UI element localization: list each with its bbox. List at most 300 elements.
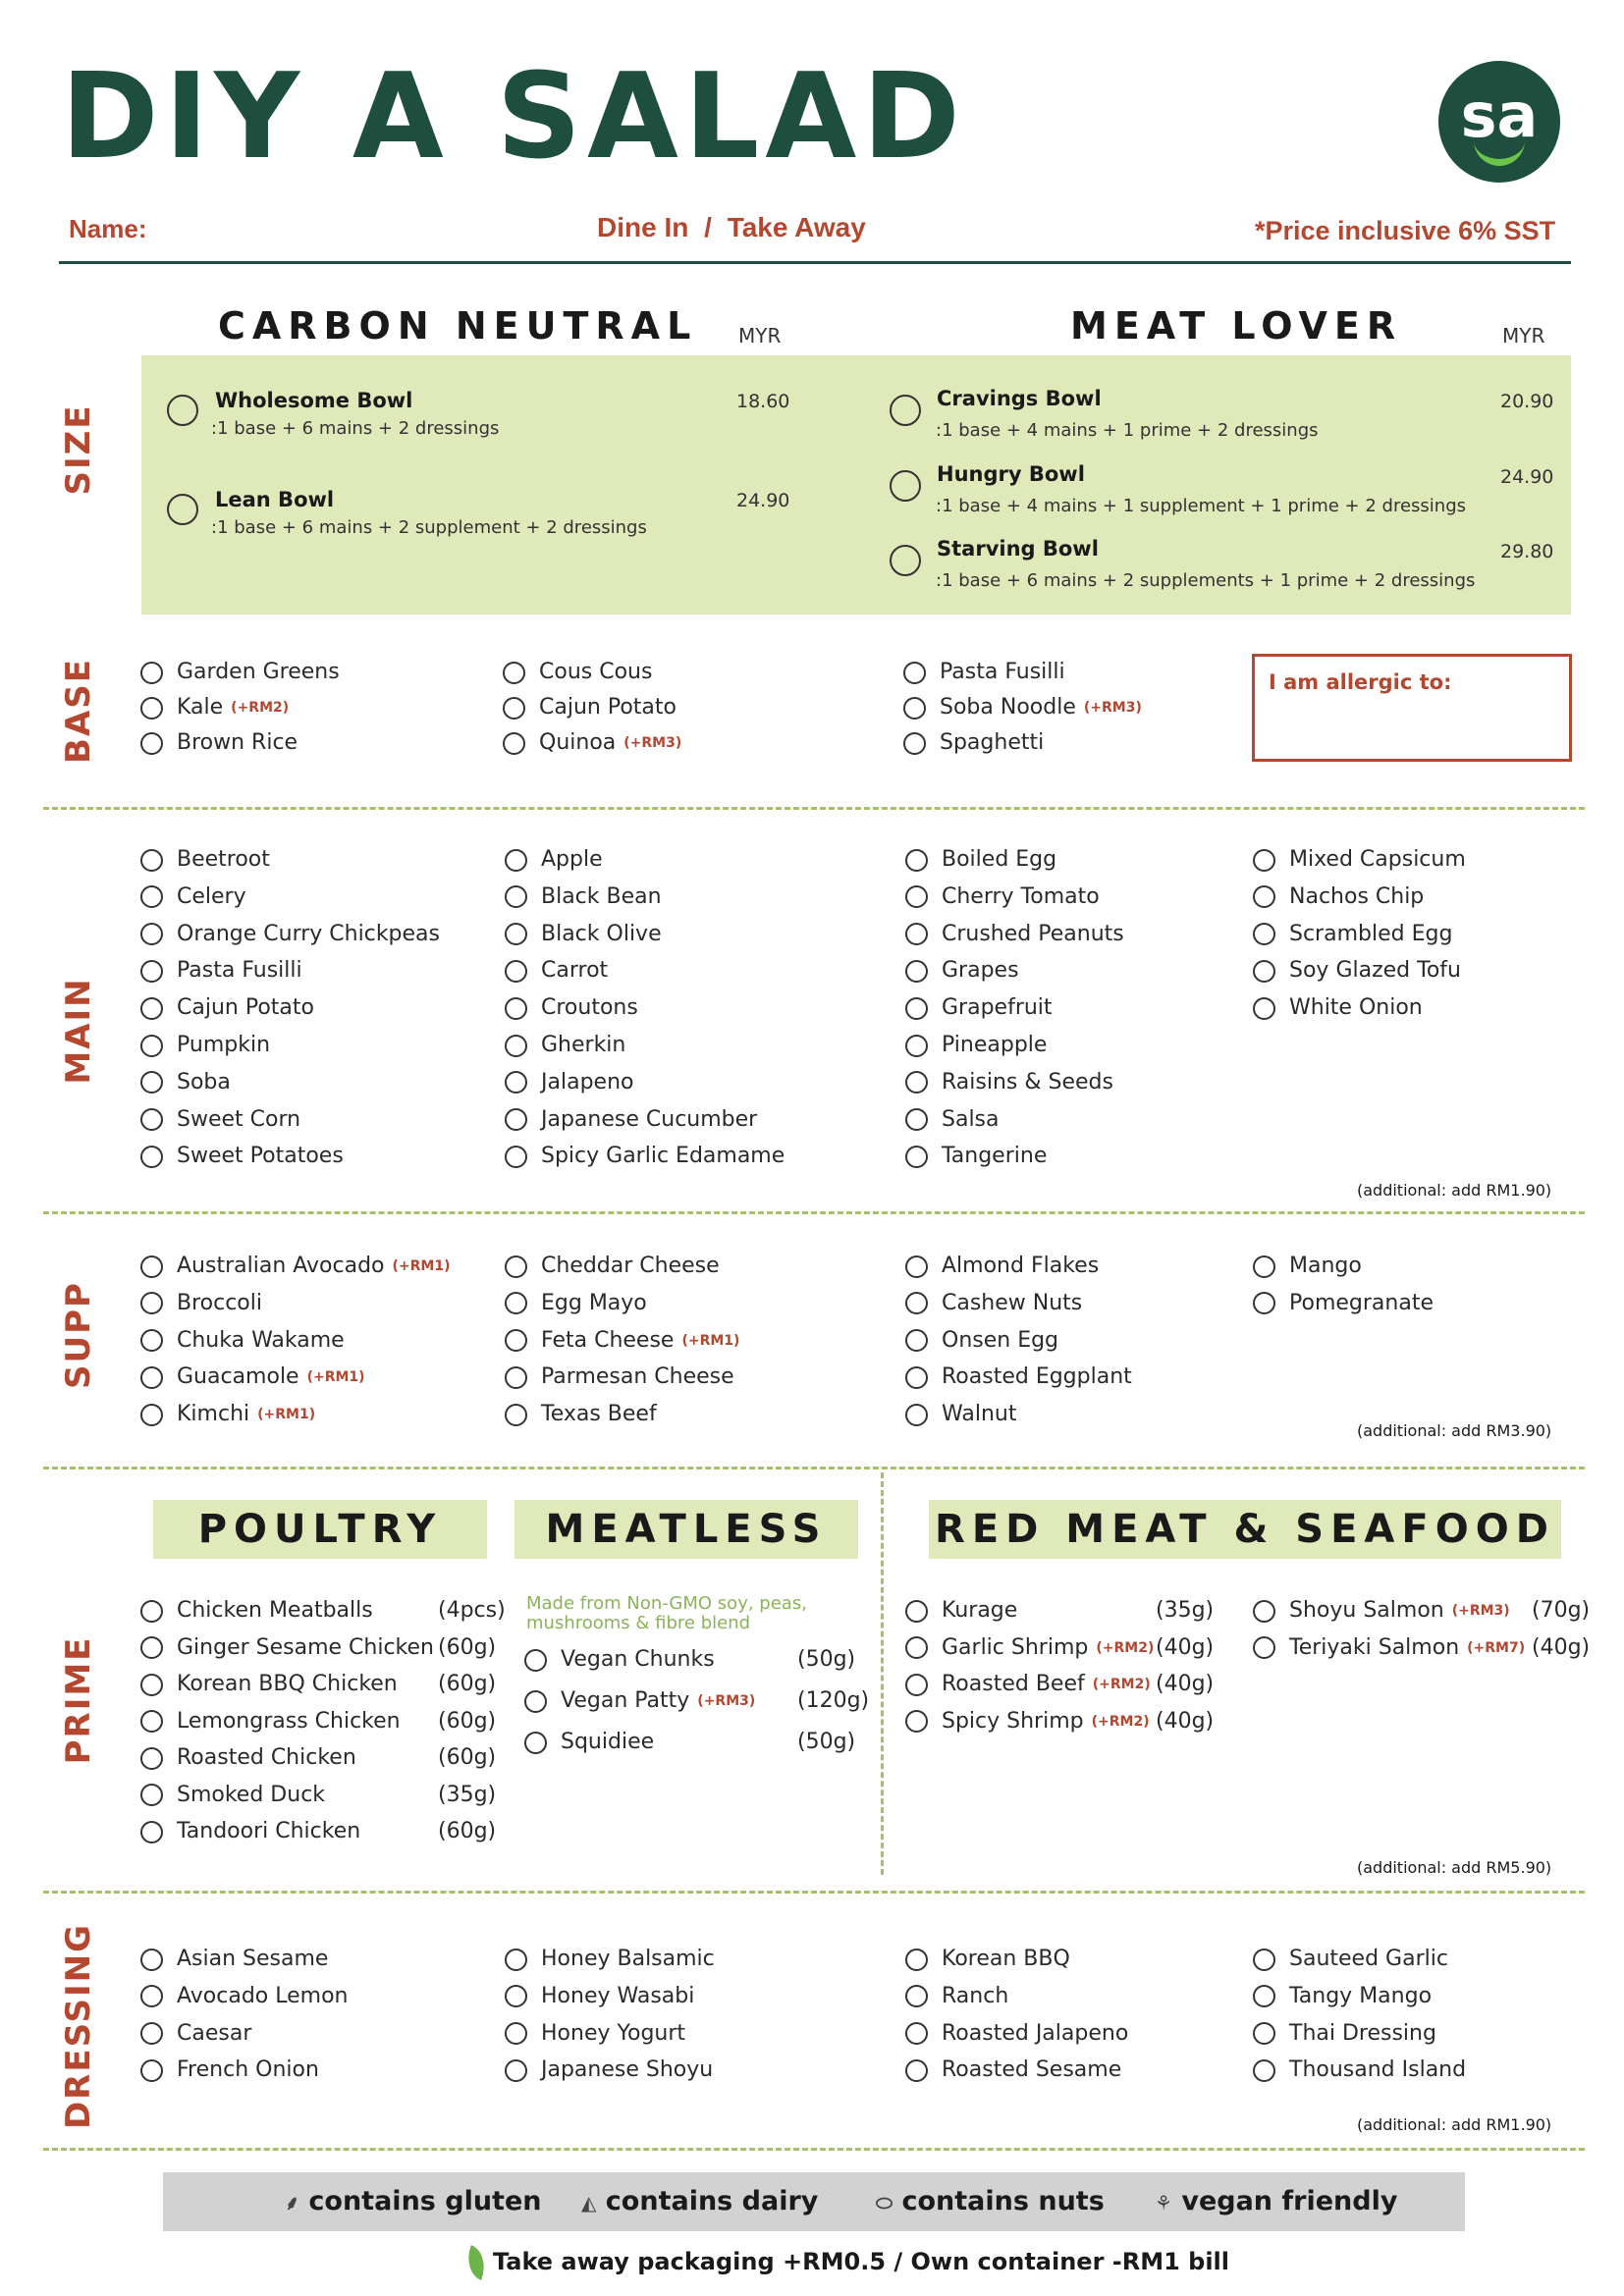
- radio-button[interactable]: [140, 1674, 163, 1696]
- option-row[interactable]: [905, 1328, 1058, 1354]
- radio-button[interactable]: [903, 662, 926, 684]
- option-row[interactable]: [905, 2021, 1128, 2047]
- option-label: Chuka Wakame: [177, 1327, 345, 1353]
- radio-button[interactable]: [903, 697, 926, 720]
- option-label: Apple: [541, 847, 603, 872]
- radio-button[interactable]: [140, 2022, 163, 2045]
- radio-button[interactable]: [140, 849, 163, 872]
- bowl-description: :1 base + 6 mains + 2 supplement + 2 dressings: [211, 517, 647, 538]
- option-row[interactable]: [140, 884, 246, 910]
- radio-button[interactable]: [903, 732, 926, 755]
- size-side-label: SIZE: [59, 403, 98, 496]
- legend-vegan-label: vegan friendly: [1181, 2186, 1398, 2216]
- option-row[interactable]: [140, 1107, 300, 1133]
- nut-icon: ⬭: [876, 2190, 893, 2215]
- radio-button[interactable]: [505, 1108, 527, 1131]
- option-row[interactable]: [140, 1819, 360, 1844]
- legend-nuts: [870, 2186, 1105, 2216]
- option-weight: (4pcs): [438, 1598, 506, 1623]
- option-row[interactable]: [903, 730, 1044, 756]
- option-row[interactable]: [505, 1254, 720, 1279]
- cheese-icon: ◭: [581, 2190, 597, 2215]
- radio-button[interactable]: [905, 1710, 928, 1733]
- option-row[interactable]: [1253, 922, 1452, 947]
- option-label: Boiled Egg: [942, 847, 1057, 872]
- radio-button[interactable]: [905, 1329, 928, 1352]
- option-row[interactable]: [905, 1709, 1150, 1735]
- radio-button[interactable]: [140, 997, 163, 1020]
- radio-button[interactable]: [1253, 1985, 1275, 2007]
- main-note: (additional: add RM1.90): [1357, 1181, 1552, 1200]
- option-row[interactable]: [1253, 847, 1466, 873]
- option-row[interactable]: [505, 1107, 757, 1133]
- option-weight: (50g): [797, 1647, 856, 1672]
- option-weight: (60g): [438, 1819, 497, 1843]
- radio-button[interactable]: [140, 1636, 163, 1659]
- radio-button[interactable]: [905, 960, 928, 983]
- option-label: Tandoori Chicken: [177, 1819, 361, 1843]
- option-row[interactable]: [140, 1984, 348, 2009]
- radio-button[interactable]: [140, 1071, 163, 1094]
- option-weight: (60g): [438, 1708, 497, 1734]
- radio-button[interactable]: [140, 732, 163, 755]
- radio-button[interactable]: [905, 1674, 928, 1696]
- dine-in-option[interactable]: Dine In: [597, 212, 689, 242]
- option-label: Japanese Shoyu: [541, 2057, 714, 2083]
- option-row[interactable]: [140, 1745, 356, 1771]
- radio-button[interactable]: [905, 1600, 928, 1623]
- option-row[interactable]: [140, 1254, 450, 1279]
- option-row[interactable]: [505, 2057, 713, 2083]
- option-label: Pasta Fusilli: [940, 660, 1065, 684]
- bowl-description: :1 base + 4 mains + 1 prime + 2 dressings: [936, 420, 1319, 441]
- option-row[interactable]: [905, 884, 1100, 910]
- legend-nuts-label: contains nuts: [901, 2186, 1105, 2216]
- option-row[interactable]: [140, 847, 270, 873]
- radio-button[interactable]: [140, 1710, 163, 1733]
- radio-button[interactable]: [524, 1690, 547, 1713]
- option-row[interactable]: [505, 1402, 657, 1427]
- option-row[interactable]: [1253, 1984, 1432, 2009]
- radio-button[interactable]: [1253, 1255, 1275, 1278]
- radio-button[interactable]: [1253, 1636, 1275, 1659]
- option-row[interactable]: [140, 2021, 251, 2047]
- radio-button[interactable]: [905, 923, 928, 945]
- option-row[interactable]: [140, 1033, 270, 1058]
- meat-currency: MYR: [1502, 324, 1545, 347]
- option-label: Pasta Fusilli: [177, 958, 302, 984]
- main-side-label: MAIN: [59, 977, 98, 1085]
- radio-button[interactable]: [505, 923, 527, 945]
- wheat-icon: ⸙: [285, 2191, 299, 2215]
- option-row[interactable]: [140, 2057, 319, 2083]
- option-surcharge: (+RM1): [392, 1258, 451, 1274]
- option-weight: (35g): [438, 1782, 497, 1807]
- option-label: Cajun Potato: [539, 695, 677, 720]
- option-weight: (70g): [1532, 1598, 1591, 1623]
- radio-button[interactable]: [140, 1108, 163, 1131]
- radio-button[interactable]: [905, 1404, 928, 1426]
- option-surcharge: (+RM3): [697, 1693, 756, 1709]
- take-away-option[interactable]: Take Away: [727, 212, 866, 242]
- option-row[interactable]: [1253, 1635, 1525, 1661]
- option-row[interactable]: [505, 847, 603, 873]
- option-row[interactable]: [505, 922, 662, 947]
- option-row[interactable]: [505, 1291, 647, 1316]
- option-label: Lemongrass Chicken: [177, 1708, 401, 1734]
- radio-button[interactable]: [505, 885, 527, 908]
- option-row[interactable]: [1253, 995, 1423, 1021]
- bowl-price: 24.90: [736, 490, 790, 511]
- option-weight: (40g): [1156, 1634, 1215, 1660]
- radio-button[interactable]: [140, 960, 163, 983]
- order-type-separator: /: [704, 212, 712, 242]
- size-radio[interactable]: [167, 395, 198, 426]
- radio-button[interactable]: [905, 849, 928, 872]
- option-label: Texas Beef: [541, 1402, 657, 1427]
- option-label: Cherry Tomato: [942, 883, 1100, 909]
- option-label: Thousand Island: [1289, 2057, 1467, 2083]
- option-row[interactable]: [505, 995, 638, 1021]
- option-row[interactable]: [1253, 1291, 1434, 1316]
- option-row[interactable]: [140, 1328, 345, 1354]
- radio-button[interactable]: [140, 1292, 163, 1314]
- radio-button[interactable]: [505, 2022, 527, 2045]
- option-weight: (40g): [1532, 1634, 1591, 1660]
- option-label: Kurage: [942, 1598, 1018, 1623]
- radio-button[interactable]: [1253, 923, 1275, 945]
- legend-gluten-label: contains gluten: [308, 2186, 542, 2216]
- option-row[interactable]: [505, 1984, 694, 2009]
- option-surcharge: (+RM1): [257, 1407, 316, 1423]
- option-label: Ranch: [942, 1983, 1009, 2008]
- option-label: Garlic Shrimp: [942, 1634, 1089, 1660]
- radio-button[interactable]: [505, 1985, 527, 2007]
- radio-button[interactable]: [505, 849, 527, 872]
- radio-button[interactable]: [140, 1146, 163, 1168]
- option-label: Kimchi: [177, 1402, 250, 1427]
- option-label: Walnut: [942, 1402, 1017, 1427]
- option-label: Cheddar Cheese: [541, 1254, 720, 1278]
- prime-divider: [881, 1472, 884, 1875]
- option-surcharge: (+RM3): [623, 735, 682, 751]
- bowl-price: 18.60: [736, 391, 790, 412]
- option-label: Asian Sesame: [177, 1947, 329, 1971]
- option-label: Guacamole: [177, 1364, 299, 1390]
- carbon-neutral-title: CARBON NEUTRAL: [218, 304, 698, 347]
- radio-button[interactable]: [140, 1329, 163, 1352]
- option-label: Pineapple: [942, 1033, 1048, 1057]
- divider: [43, 1891, 1585, 1894]
- radio-button[interactable]: [905, 1071, 928, 1094]
- option-label: Spicy Garlic Edamame: [541, 1144, 785, 1169]
- option-label: Tangy Mango: [1289, 1983, 1433, 2008]
- name-label: Name:: [69, 214, 147, 243]
- option-label: Thai Dressing: [1289, 2020, 1436, 2046]
- option-row[interactable]: [903, 695, 1142, 721]
- bowl-name: Starving Bowl: [937, 537, 1099, 561]
- option-row[interactable]: [1253, 1598, 1510, 1624]
- option-label: Cashew Nuts: [942, 1290, 1083, 1315]
- size-radio[interactable]: [890, 545, 921, 576]
- bowl-price: 29.80: [1500, 541, 1554, 562]
- radio-button[interactable]: [905, 2022, 928, 2045]
- option-label: Mango: [1289, 1254, 1362, 1278]
- radio-button[interactable]: [505, 1146, 527, 1168]
- option-row[interactable]: [505, 1947, 715, 1972]
- option-weight: (40g): [1156, 1708, 1215, 1734]
- option-label: Crushed Peanuts: [942, 921, 1124, 946]
- option-label: Smoked Duck: [177, 1782, 326, 1807]
- supp-side-label: SUPP: [59, 1281, 98, 1389]
- option-label: Spicy Shrimp: [942, 1708, 1084, 1734]
- radio-button[interactable]: [503, 662, 525, 684]
- radio-button[interactable]: [505, 960, 527, 983]
- option-row[interactable]: [503, 695, 677, 721]
- page-title: DIY A SALAD: [61, 49, 966, 186]
- option-label: Gherkin: [541, 1033, 626, 1057]
- radio-button[interactable]: [505, 1292, 527, 1314]
- option-row[interactable]: [905, 2057, 1121, 2083]
- option-row[interactable]: [524, 1730, 654, 1755]
- option-row[interactable]: [503, 730, 681, 756]
- option-row[interactable]: [905, 847, 1056, 873]
- option-label: Almond Flakes: [942, 1254, 1100, 1278]
- option-row[interactable]: [905, 995, 1053, 1021]
- option-row[interactable]: [905, 1402, 1016, 1427]
- logo-text: sa: [1460, 80, 1539, 151]
- radio-button[interactable]: [505, 1366, 527, 1389]
- radio-button[interactable]: [140, 662, 163, 684]
- option-row[interactable]: [505, 1070, 633, 1095]
- radio-button[interactable]: [505, 1949, 527, 1971]
- radio-button[interactable]: [524, 1649, 547, 1672]
- radio-button[interactable]: [140, 1784, 163, 1806]
- radio-button[interactable]: [505, 1329, 527, 1352]
- radio-button[interactable]: [905, 1292, 928, 1314]
- option-row[interactable]: [1253, 2057, 1466, 2083]
- option-label: Cajun Potato: [177, 995, 314, 1021]
- radio-button[interactable]: [140, 1366, 163, 1389]
- option-row[interactable]: [140, 958, 302, 984]
- size-radio[interactable]: [890, 470, 921, 502]
- option-row[interactable]: [905, 922, 1124, 947]
- option-label: Croutons: [541, 995, 638, 1021]
- option-row[interactable]: [140, 730, 298, 756]
- radio-button[interactable]: [140, 1747, 163, 1770]
- radio-button[interactable]: [503, 732, 525, 755]
- option-row[interactable]: [505, 1364, 734, 1390]
- option-surcharge: (+RM2): [1092, 1677, 1151, 1692]
- radio-button[interactable]: [505, 1404, 527, 1426]
- radio-button[interactable]: [140, 697, 163, 720]
- option-label: Black Bean: [541, 883, 662, 909]
- option-row[interactable]: [140, 1402, 315, 1427]
- option-row[interactable]: [140, 660, 340, 685]
- bowl-name: Hungry Bowl: [937, 462, 1085, 486]
- option-label: Sweet Potatoes: [177, 1144, 344, 1169]
- option-row[interactable]: [505, 884, 662, 910]
- radio-button[interactable]: [140, 923, 163, 945]
- radio-button[interactable]: [905, 1985, 928, 2007]
- radio-button[interactable]: [1253, 849, 1275, 872]
- radio-button[interactable]: [905, 1035, 928, 1057]
- radio-button[interactable]: [905, 1255, 928, 1278]
- option-label: Black Olive: [541, 921, 662, 946]
- option-surcharge: (+RM2): [1096, 1639, 1155, 1656]
- radio-button[interactable]: [905, 1949, 928, 1971]
- option-row[interactable]: [905, 1254, 1099, 1279]
- option-label: Korean BBQ Chicken: [177, 1672, 398, 1696]
- radio-button[interactable]: [505, 997, 527, 1020]
- option-label: Spaghetti: [940, 730, 1045, 755]
- option-weight: (40g): [1156, 1672, 1215, 1696]
- radio-button[interactable]: [1253, 997, 1275, 1020]
- option-row[interactable]: [505, 1328, 739, 1354]
- radio-button[interactable]: [140, 1600, 163, 1623]
- radio-button[interactable]: [505, 2059, 527, 2082]
- option-row[interactable]: [140, 995, 314, 1021]
- radio-button[interactable]: [140, 2059, 163, 2082]
- radio-button[interactable]: [905, 2059, 928, 2082]
- radio-button[interactable]: [1253, 885, 1275, 908]
- meatless-note-line-1: Made from Non-GMO soy, peas,: [526, 1593, 807, 1614]
- size-radio[interactable]: [890, 395, 921, 426]
- radio-button[interactable]: [1253, 1292, 1275, 1314]
- option-row[interactable]: [140, 1364, 365, 1390]
- option-row[interactable]: [140, 1291, 262, 1316]
- option-weight: (35g): [1156, 1598, 1215, 1623]
- option-label: Soba Noodle: [940, 695, 1076, 720]
- radio-button[interactable]: [140, 1821, 163, 1843]
- option-row[interactable]: [140, 1144, 344, 1169]
- option-row[interactable]: [905, 1947, 1070, 1972]
- option-row[interactable]: [140, 695, 289, 721]
- radio-button[interactable]: [140, 1985, 163, 2007]
- radio-button[interactable]: [140, 1255, 163, 1278]
- radio-button[interactable]: [905, 885, 928, 908]
- option-label: Feta Cheese: [541, 1327, 675, 1353]
- option-row[interactable]: [903, 660, 1065, 685]
- option-row[interactable]: [505, 2021, 685, 2047]
- option-row[interactable]: [1253, 2021, 1436, 2047]
- prime-side-label: PRIME: [59, 1635, 98, 1765]
- red-meat-seafood-title: RED MEAT & SEAFOOD: [929, 1500, 1561, 1559]
- option-row[interactable]: [905, 1144, 1047, 1169]
- radio-button[interactable]: [905, 1636, 928, 1659]
- option-label: Broccoli: [177, 1290, 262, 1315]
- option-row[interactable]: [1253, 958, 1461, 984]
- option-row[interactable]: [140, 1672, 398, 1697]
- allergy-box[interactable]: [1252, 654, 1572, 762]
- option-row[interactable]: [905, 1291, 1082, 1316]
- option-row[interactable]: [905, 1984, 1008, 2009]
- radio-button[interactable]: [505, 1071, 527, 1094]
- radio-button[interactable]: [503, 697, 525, 720]
- dressing-side-label: DRESSING: [59, 1922, 98, 2130]
- option-label: Tangerine: [942, 1144, 1048, 1169]
- option-label: Grapefruit: [942, 995, 1053, 1021]
- option-row[interactable]: [503, 660, 652, 685]
- radio-button[interactable]: [1253, 2059, 1275, 2082]
- bowl-description: :1 base + 6 mains + 2 dressings: [211, 418, 500, 439]
- option-row[interactable]: [905, 1107, 1000, 1133]
- divider: [43, 1211, 1585, 1214]
- option-label: Roasted Jalapeno: [942, 2020, 1129, 2046]
- radio-button[interactable]: [505, 1035, 527, 1057]
- option-row[interactable]: [905, 1070, 1113, 1095]
- radio-button[interactable]: [1253, 960, 1275, 983]
- option-row[interactable]: [505, 1144, 785, 1169]
- option-label: Korean BBQ: [942, 1947, 1070, 1971]
- option-row[interactable]: [140, 1947, 328, 1972]
- option-row[interactable]: [140, 922, 440, 947]
- option-row[interactable]: [140, 1070, 231, 1095]
- radio-button[interactable]: [905, 1108, 928, 1131]
- radio-button[interactable]: [1253, 1600, 1275, 1623]
- size-radio[interactable]: [167, 494, 198, 525]
- option-row[interactable]: [905, 958, 1019, 984]
- footer-note: [465, 2248, 1229, 2277]
- radio-button[interactable]: [905, 997, 928, 1020]
- option-label: Jalapeno: [541, 1069, 634, 1095]
- radio-button[interactable]: [140, 885, 163, 908]
- dressing-note: (additional: add RM1.90): [1357, 2115, 1552, 2134]
- option-label: Roasted Chicken: [177, 1745, 356, 1770]
- radio-button[interactable]: [905, 1146, 928, 1168]
- radio-button[interactable]: [140, 1949, 163, 1971]
- option-label: Soba: [177, 1069, 231, 1095]
- option-label: Chicken Meatballs: [177, 1598, 373, 1623]
- option-label: Sauteed Garlic: [1289, 1947, 1448, 1971]
- radio-button[interactable]: [505, 1255, 527, 1278]
- option-row[interactable]: [905, 1635, 1154, 1661]
- option-label: Celery: [177, 883, 246, 909]
- option-row[interactable]: [1253, 884, 1424, 910]
- radio-button[interactable]: [524, 1732, 547, 1754]
- option-row[interactable]: [505, 1033, 625, 1058]
- option-row[interactable]: [505, 958, 608, 984]
- option-weight: (50g): [797, 1730, 856, 1754]
- option-row[interactable]: [1253, 1254, 1362, 1279]
- option-label: Sweet Corn: [177, 1106, 301, 1132]
- option-row[interactable]: [905, 1364, 1132, 1390]
- divider: [43, 807, 1585, 810]
- option-row[interactable]: [140, 1598, 373, 1624]
- option-label: Ginger Sesame Chicken: [177, 1634, 434, 1660]
- option-row[interactable]: [140, 1783, 325, 1808]
- radio-button[interactable]: [1253, 2022, 1275, 2045]
- option-label: Garden Greens: [177, 660, 340, 684]
- option-row[interactable]: [905, 1672, 1151, 1697]
- option-row[interactable]: [905, 1033, 1047, 1058]
- option-weight: (120g): [797, 1688, 870, 1713]
- option-row[interactable]: [140, 1709, 401, 1735]
- option-weight: (60g): [438, 1634, 497, 1660]
- option-label: Beetroot: [177, 847, 270, 872]
- radio-button[interactable]: [1253, 1949, 1275, 1971]
- option-row[interactable]: [905, 1598, 1017, 1624]
- option-row[interactable]: [1253, 1947, 1448, 1972]
- meat-lover-title: MEAT LOVER: [1070, 304, 1403, 347]
- divider: [43, 1467, 1585, 1469]
- option-row[interactable]: [140, 1635, 434, 1661]
- radio-button[interactable]: [905, 1366, 928, 1389]
- radio-button[interactable]: [140, 1404, 163, 1426]
- option-row[interactable]: [524, 1688, 755, 1714]
- radio-button[interactable]: [140, 1035, 163, 1057]
- option-row[interactable]: [524, 1647, 715, 1673]
